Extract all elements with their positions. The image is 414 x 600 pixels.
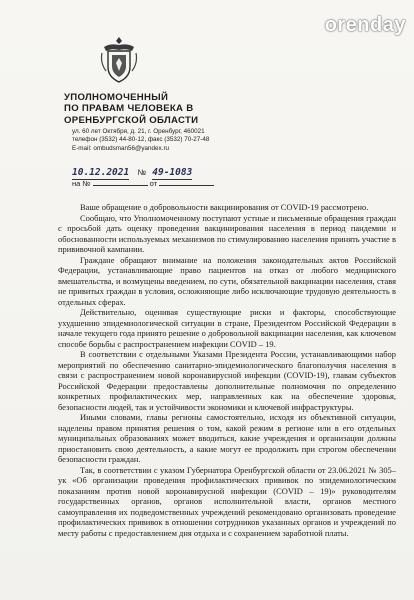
org-line-3: ОРЕНБУРГСКОЙ ОБЛАСТИ	[64, 114, 199, 126]
paragraph: Граждане обращают внимание на положения законодательных актов Российской Федерации, устанавливающие право пациентов на отказ от любого медицинского вмешательства, и возмущены введением, по сути, обязательной вакцинации населения, ставя не привитых граждан в условия, осложняющие либо исключающие трудовую деятельность в отдельных сферах.	[58, 254, 396, 307]
address: ул. 60 лет Октября, д. 21, г. Оренбург, 460021	[72, 128, 205, 135]
paragraph: Иными словами, главы регионы самостоятельно, исходя из объективной ситуации, наделены правом принятия решения о том, какой режим в регионе или в его отдельных муниципальных образованиях может вводиться, какие учреждения и организации должны приостановить свою деятельность, а какие могут ее продолжить при строгом обеспечении безопасности граждан.	[58, 412, 396, 464]
ref-number-blank	[93, 178, 148, 186]
letter-body	[58, 202, 396, 538]
contact-block	[72, 128, 262, 153]
ref-prefix: на №	[72, 179, 91, 188]
number-label: №	[137, 168, 147, 177]
email: E-mail: ombudsman56@yandex.ru	[72, 144, 170, 152]
paragraph: Действительно, оценивая существующие риски и факторы, способствующие ухудшению эпидемиологической ситуации в стране, Президентом Российской Федерации в начале текущего года принято решение о добровольной вакцинации населения, как ключевом способе борьбы с распространением инфекции COVID – 19.	[58, 307, 396, 349]
coat-of-arms-icon	[98, 35, 140, 85]
paragraph: Так, в соответствии с указом Губернатора Оренбургской области от 23.06.2021 № 305–ук «Об организации проведения профилактических прививок по эпидемиологическим показаниям против новой коронавирусной инфекции (COVID – 19)» руководителям государственных органов, органов исполнительной власти, органов местного самоуправления их подведомственных учреждений рекомендовано организовать проведение профилактических прививок в отношении сотрудников указанных органов и учреждений по месту работы с предоставлением дня отдыха и с сохранением заработной платы.	[58, 464, 396, 538]
registration-number: 49-1083	[152, 167, 193, 178]
paragraph: Сообщаю, что Уполномоченному поступают устные и письменные обращения граждан с просьбой дать оценку проведения вакцинирования населения в период пандемии и обоснованности используемых механизмов по стимулированию населения принять участие в прививочной кампании.	[58, 212, 396, 254]
reference-line	[72, 178, 214, 188]
organization-name	[64, 92, 244, 126]
paragraph: Ваше обращение о добровольности вакцинирования от COVID-19 рассмотрено.	[80, 202, 369, 212]
watermark-logo: orenday	[324, 14, 406, 36]
paragraph: В соответствии с отдельными Указами Президента России, устанавливающими набор мероприятий по обеспечению санитарно-эпидемиологического благополучия населения в связи с распространением новой коронавирусной инфекции (COVID-19), главам субъектов Российской Федерации предоставлены дополнительные полномочия по определению конкретных профилактических мер, направленных как на обеспечение здоровья, безопасности людей, так и устойчивости экономики и ключевой инфраструктуры.	[58, 349, 396, 412]
registration-date: 10.12.2021	[72, 167, 130, 178]
ref-date-blank	[159, 178, 214, 186]
org-line-2: ПО ПРАВАМ ЧЕЛОВЕКА В	[64, 103, 194, 115]
org-line-1: УПОЛНОМОЧЕННЫЙ	[64, 92, 169, 103]
phone-fax: телефон (3532) 44-80-12, факс (3532) 70-27-48	[72, 136, 210, 144]
registration-line	[72, 167, 192, 178]
ref-from: от	[149, 179, 158, 188]
